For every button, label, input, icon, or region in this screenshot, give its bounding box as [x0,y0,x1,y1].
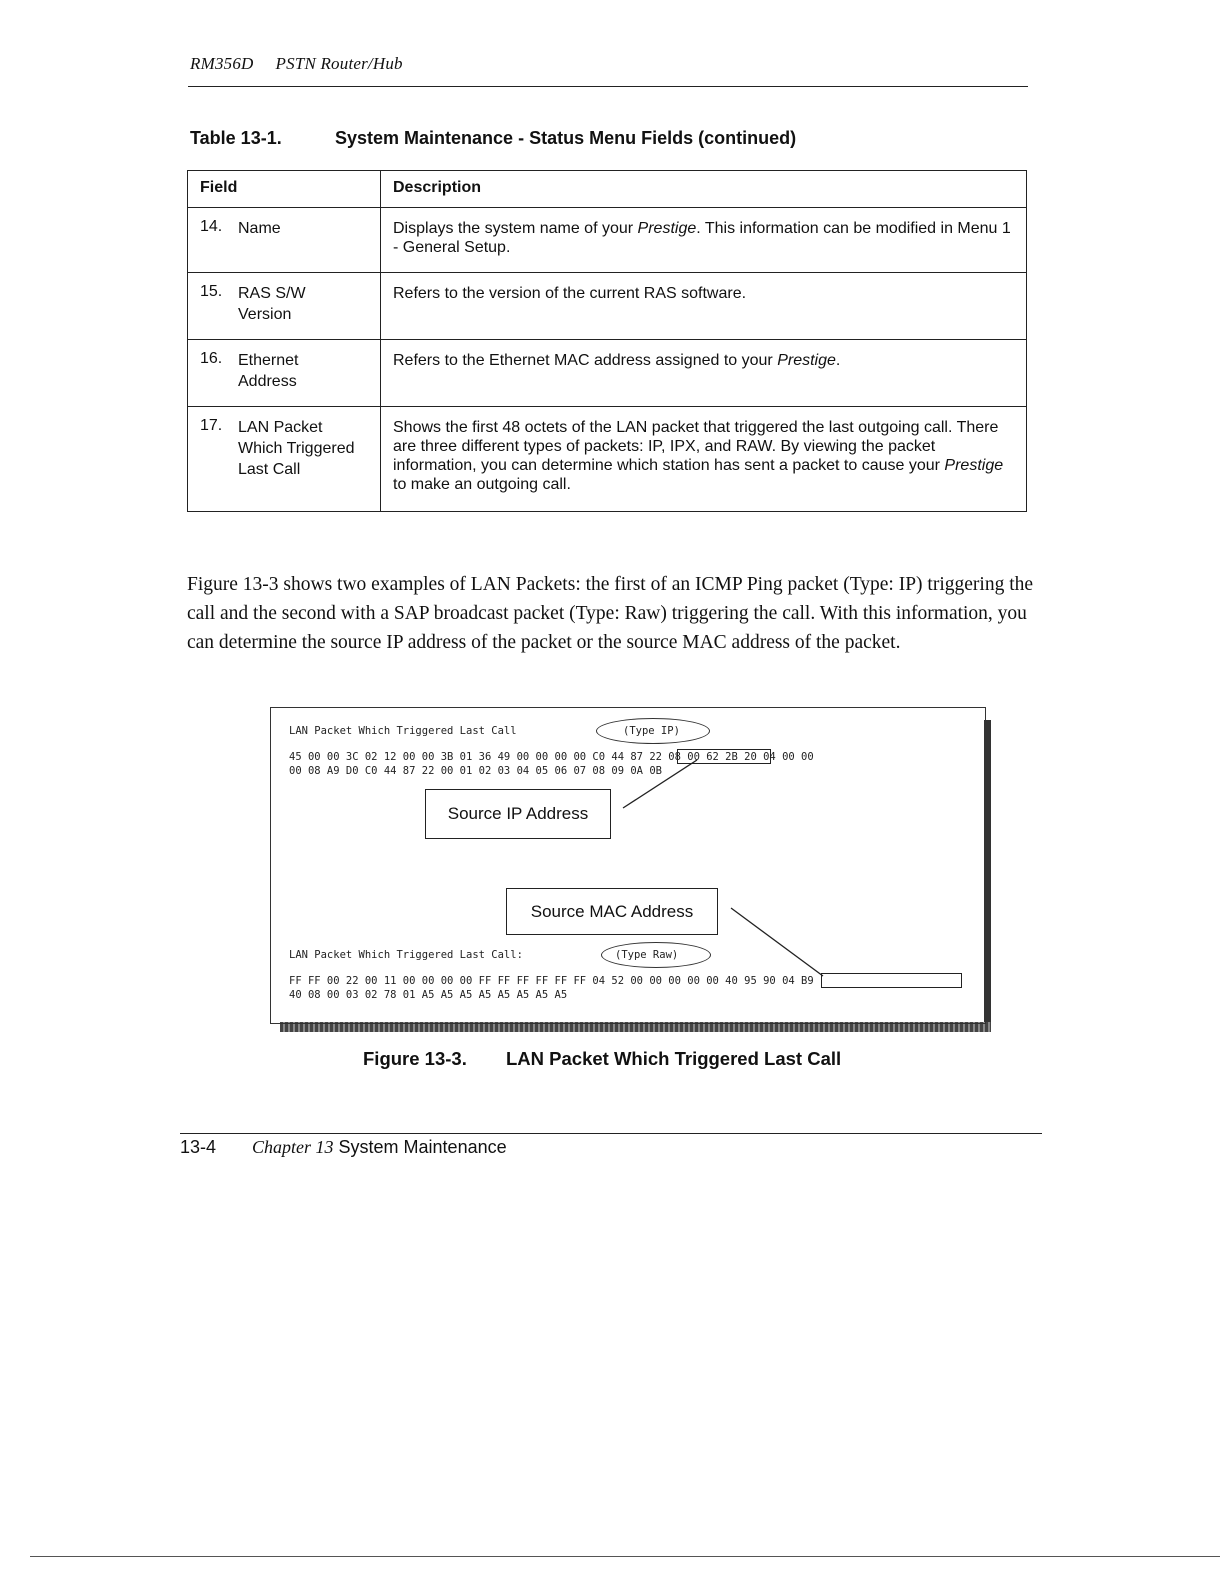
running-header [190,54,403,74]
description-text: Refers to the Ethernet MAC address assigned to your [393,352,778,369]
description-text: Displays the system name of your [393,220,638,237]
source-ip-callout: Source IP Address [425,789,611,839]
packet2-type: (Type Raw) [615,949,679,961]
header-title: PSTN Router/Hub [275,54,403,73]
description-text: to make an outgoing call. [393,476,571,493]
packet2-hex-line2: 40 08 00 03 02 78 01 A5 A5 A5 A5 A5 A5 A5 A5 [289,989,568,1001]
page-number: 13-4 [180,1137,217,1157]
field-name: Ethernet Address [238,352,299,390]
figure-label: Figure 13-3. [363,1048,467,1069]
callout-leader-lines [271,708,985,1023]
table-row [188,340,1027,407]
field-cell [188,340,381,407]
figure-title: LAN Packet Which Triggered Last Call [506,1048,842,1069]
footer-rule [180,1133,1042,1134]
description-cell [381,340,1027,407]
field-cell [188,407,381,512]
table-header-row [188,171,1027,208]
packet1-hex-line1: 45 00 00 3C 02 12 00 00 3B 01 36 49 00 00 00 00 C0 44 87 22 08 00 62 2B 20 04 00 00 [289,751,814,763]
footer-chapter: Chapter 13 [252,1137,334,1157]
packet1-hex-line2: 00 08 A9 D0 C0 44 87 22 00 01 02 03 04 05 06 07 08 09 0A 0B [289,765,662,777]
source-ip-leader-line [623,760,697,808]
field-cell [188,273,381,340]
table-title: System Maintenance - Status Menu Fields (continued) [335,128,797,148]
footer-section: System Maintenance [338,1137,507,1157]
description-text: Shows the first 48 octets of the LAN packet that triggered the last outgoing call. There are three different types of packets: IP, IPX, and RAW. By viewing the packet information, you can determine which station has sent a packet to cause your [393,419,999,474]
table-caption [190,128,796,149]
description-text: . [835,352,841,369]
description-text: . This information can be modified in Menu 1 - General Setup. [393,220,1011,256]
header-product: RM356D [190,54,254,73]
packet1-type: (Type IP) [623,725,680,737]
field-name: Name [238,220,281,237]
description-emphasis: Prestige [637,220,697,237]
page-footer [180,1137,507,1158]
description-emphasis: Prestige [777,352,836,369]
body-paragraph: Figure 13-3 shows two examples of LAN Packets: the first of an ICMP Ping packet (Type: IP) triggering the call and the second with a SAP broadcast packet (Type: Raw) triggering the call. With this information, you can determine the source IP address of the packet or the source MAC address of the packet. [187,574,1034,653]
packet2-heading: LAN Packet Which Triggered Last Call: [289,949,523,961]
packet1-heading: LAN Packet Which Triggered Last Call [289,725,517,737]
description-cell [381,407,1027,512]
description-text: Refers to the version of the current RAS software. [393,285,747,302]
table-row [188,208,1027,273]
source-mac-leader-line [731,908,823,976]
table-row [188,407,1027,512]
figure-caption [363,1048,841,1070]
field-number: 14. [200,218,223,235]
source-mac-callout: Source MAC Address [506,888,718,935]
packet2-hex-line1: FF FF 00 22 00 11 00 00 00 00 FF FF FF FF FF FF 04 52 00 00 00 00 00 40 95 90 04 B9 [289,975,814,987]
field-cell [188,208,381,273]
status-fields-table [187,170,1027,512]
field-number: 15. [200,283,223,300]
scan-edge-line [30,1556,1220,1557]
table-row [188,273,1027,340]
table-label: Table 13-1. [190,128,282,148]
header-rule [188,86,1028,87]
col-header-description: Description [381,171,1027,208]
field-name: RAS S/W Version [238,285,306,323]
lan-packet-figure [270,707,986,1024]
field-number: 16. [200,350,223,367]
field-number: 17. [200,417,223,434]
field-name: LAN Packet Which Triggered Last Call [238,419,355,478]
description-emphasis: Prestige [944,457,1004,474]
description-cell [381,273,1027,340]
description-cell [381,208,1027,273]
col-header-field: Field [188,171,381,208]
